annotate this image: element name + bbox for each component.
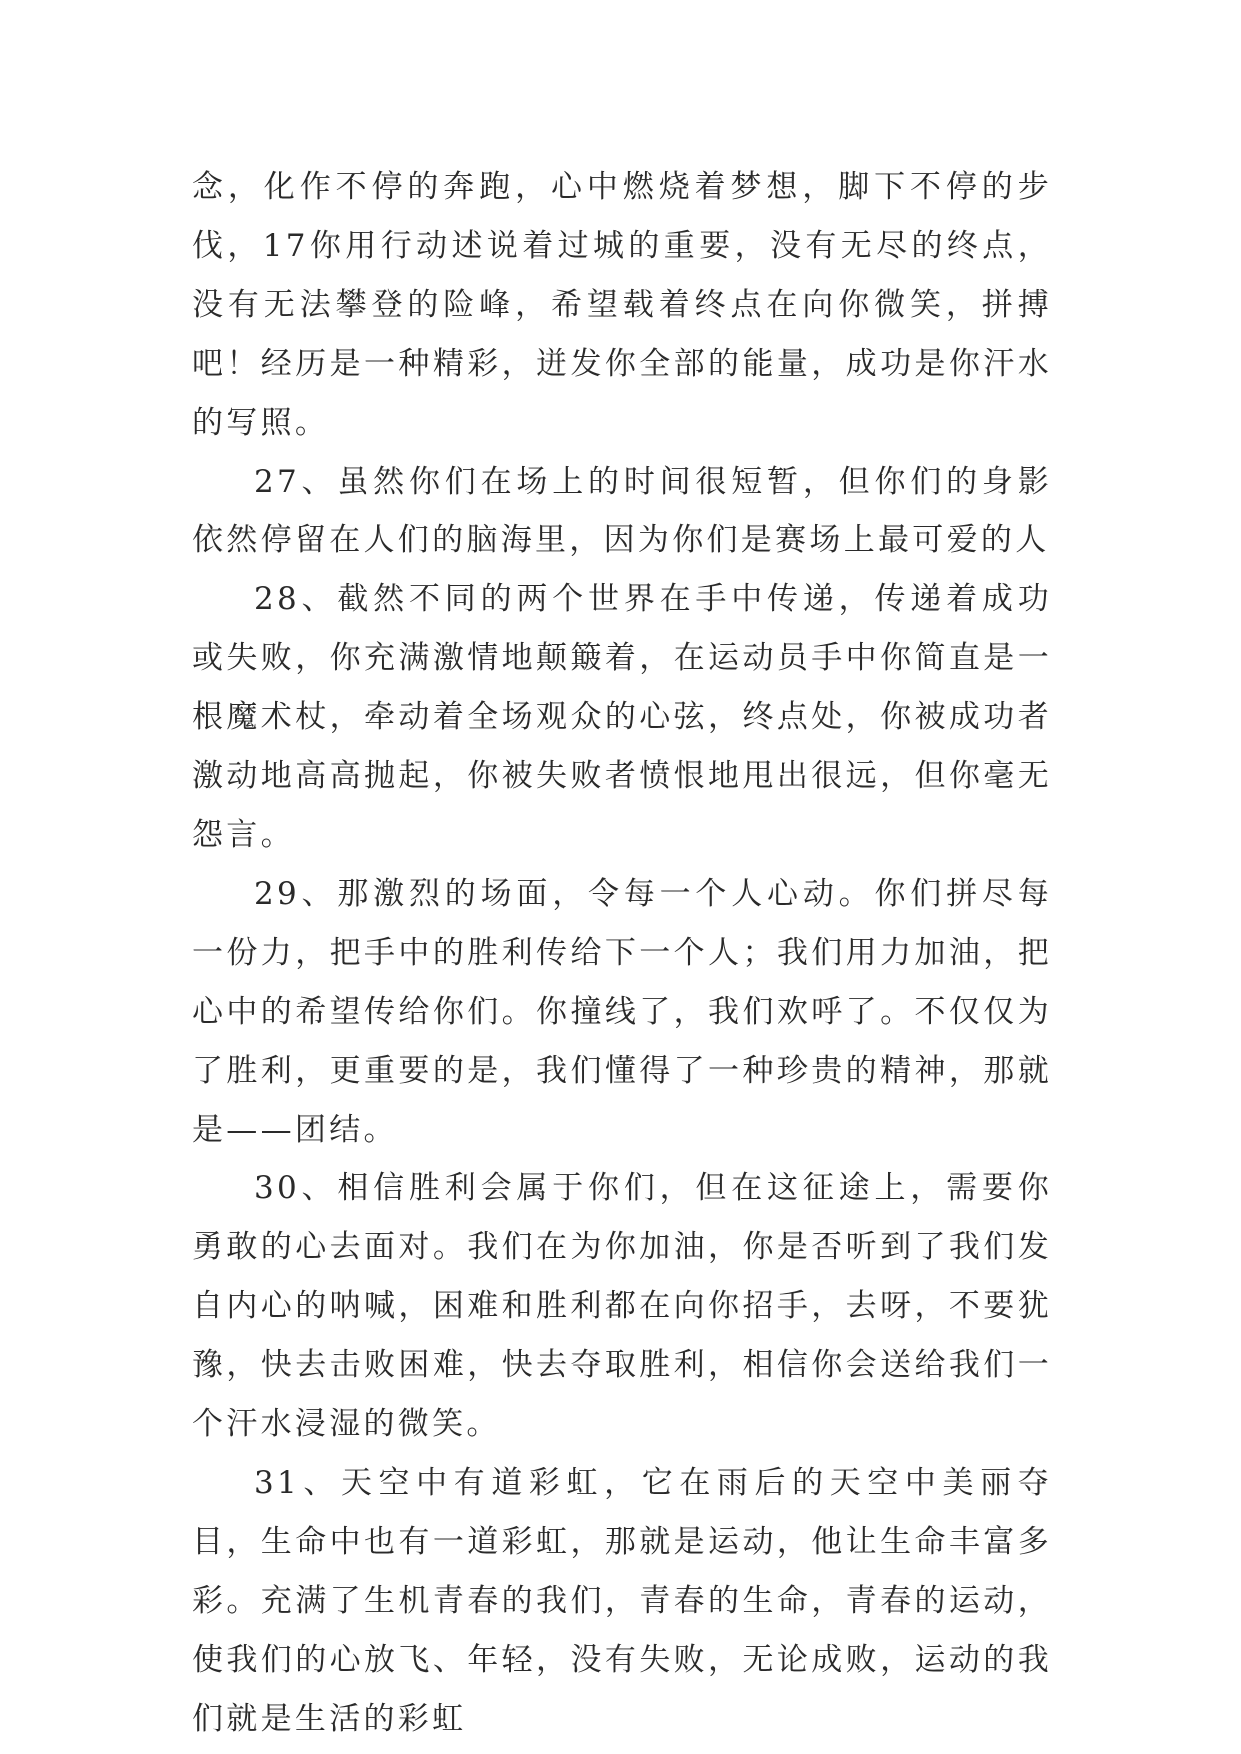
- paragraph-30: 30、相信胜利会属于你们，但在这征途上，需要你勇敢的心去面对。我们在为你加油，你是否听到了我们发自内心的呐喊，困难和胜利都在向你招手，去呀，不要犹豫，快去击败困难，快去夺取胜利，相信你会送给我们一个汗水浸湿的微笑。: [192, 1170, 1052, 1443]
- paragraph-continuation: 念，化作不停的奔跑，心中燃烧着梦想，脚下不停的步伐，17你用行动述说着过城的重要，没有无尽的终点，没有无法攀登的险峰，希望载着终点在向你微笑，拼搏吧！经历是一种精彩，迸发你全部的能量，成功是你汗水的写照。: [192, 169, 1052, 441]
- paragraph-31: 31、天空中有道彩虹，它在雨后的天空中美丽夺目，生命中也有一道彩虹，那就是运动，他让生命丰富多彩。充满了生机青春的我们，青春的生命，青春的运动，使我们的心放飞、年轻，没有失败，无论成败，运动的我们就是生活的彩虹: [192, 1464, 1052, 1737]
- document-body: [192, 158, 1052, 1748]
- paragraph-27: 27、虽然你们在场上的时间很短暂，但你们的身影依然停留在人们的脑海里，因为你们是赛场上最可爱的人: [192, 463, 1052, 559]
- paragraph-28: 28、截然不同的两个世界在手中传递，传递着成功或失败，你充满激情地颠簸着，在运动员手中你简直是一根魔术杖，牵动着全场观众的心弦，终点处，你被成功者激动地高高抛起，你被失败者愤恨地甩出很远，但你毫无怨言。: [192, 581, 1052, 853]
- paragraph-29: 29、那激烈的场面，令每一个人心动。你们拼尽每一份力，把手中的胜利传给下一个人；我们用力加油，把心中的希望传给你们。你撞线了，我们欢呼了。不仅仅为了胜利，更重要的是，我们懂得了一种珍贵的精神，那就是——团结。: [192, 875, 1052, 1148]
